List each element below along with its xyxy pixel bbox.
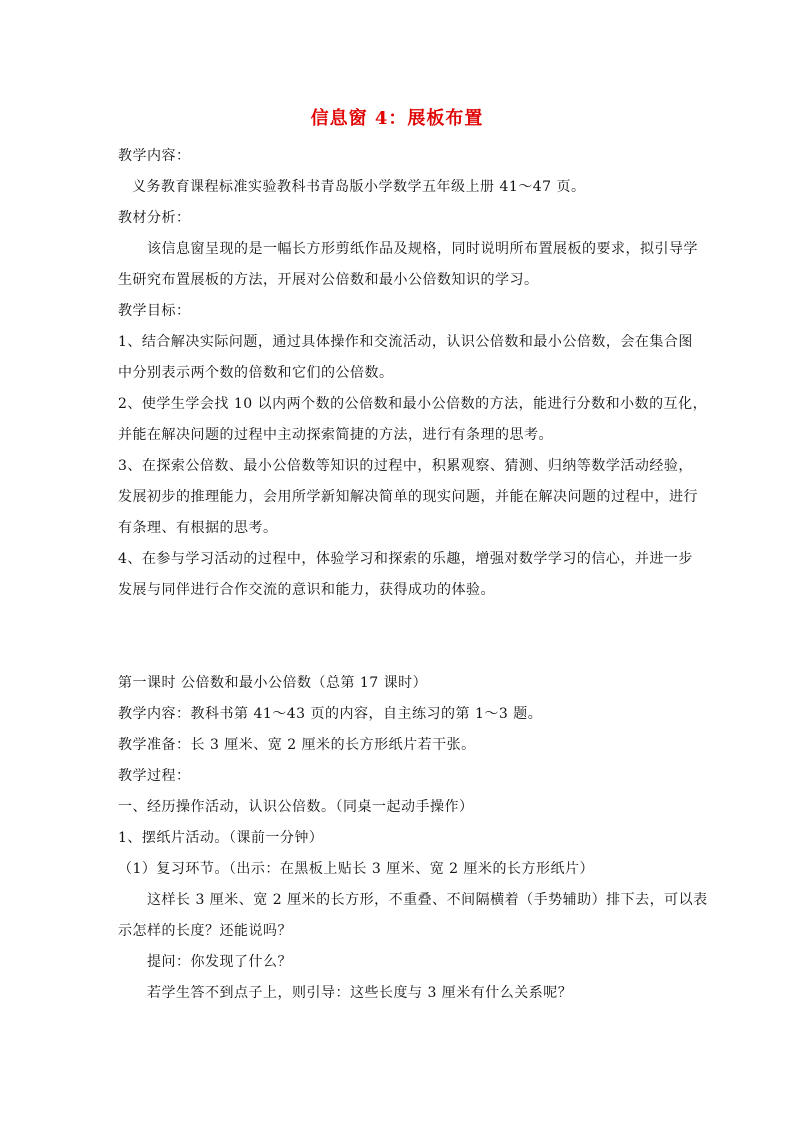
text-line: 该信息窗呈现的是一幅长方形剪纸作品及规格，同时说明所布置展板的要求，拟引导学 xyxy=(147,241,698,257)
text-line: 义务教育课程标准实验教科书青岛版小学数学五年级上册 41～47 页。 xyxy=(132,179,586,195)
text-line: 发展初步的推理能力，会用所学新知解决简单的现实问题，并能在解决问题的过程中，进行 xyxy=(118,489,698,505)
text-line: 这样长 3 厘米、宽 2 厘米的长方形，不重叠、不间隔横着（手势辅助）排下去，可以表 xyxy=(147,892,708,908)
text-line: 4、在参与学习活动的过程中，体验学习和探索的乐趣，增强对数学学习的信心，并进一步 xyxy=(118,551,693,567)
text-line: 第一课时 公倍数和最小公倍数（总第 17 课时） xyxy=(118,675,428,691)
text-line: 中分别表示两个数的倍数和它们的公倍数。 xyxy=(118,365,394,381)
text-line: 教材分析： xyxy=(118,210,191,226)
document-title: 信息窗 4：展板布置 xyxy=(310,108,484,129)
text-line: 并能在解决问题的过程中主动探索简捷的方法，进行有条理的思考。 xyxy=(118,427,553,443)
text-line: 教学准备：长 3 厘米、宽 2 厘米的长方形纸片若干张。 xyxy=(118,737,476,753)
text-line: 一、经历操作活动，认识公倍数。（同桌一起动手操作） xyxy=(118,799,474,815)
text-line: 有条理、有根据的思考。 xyxy=(118,520,278,536)
text-line: （1）复习环节。（出示：在黑板上贴长 3 厘米、宽 2 厘米的长方形纸片） xyxy=(118,861,595,877)
text-line: 教学过程： xyxy=(118,768,191,784)
text-line: 发展与同伴进行合作交流的意识和能力，获得成功的体验。 xyxy=(118,582,495,598)
text-line: 2、使学生学会找 10 以内两个数的公倍数和最小公倍数的方法，能进行分数和小数的互化， xyxy=(118,396,708,412)
text-line: 3、在探索公倍数、最小公倍数等知识的过程中，积累观察、猜测、归纳等数学活动经验， xyxy=(118,458,693,474)
text-line: 1、结合解决实际问题，通过具体操作和交流活动，认识公倍数和最小公倍数，会在集合图 xyxy=(118,334,693,350)
text-line: 教学内容： xyxy=(118,148,191,164)
text-line: 生研究布置展板的方法，开展对公倍数和最小公倍数知识的学习。 xyxy=(118,272,539,288)
text-line: 提问：你发现了什么？ xyxy=(147,954,292,970)
text-line: 示怎样的长度？还能说吗？ xyxy=(118,923,292,939)
text-line: 教学目标： xyxy=(118,303,191,319)
text-line: 教学内容：教科书第 41～43 页的内容，自主练习的第 1～3 题。 xyxy=(118,706,543,722)
text-line: 若学生答不到点子上，则引导：这些长度与 3 厘米有什么关系呢？ xyxy=(147,985,573,1001)
text-line: 1、摆纸片活动。（课前一分钟） xyxy=(118,830,324,846)
